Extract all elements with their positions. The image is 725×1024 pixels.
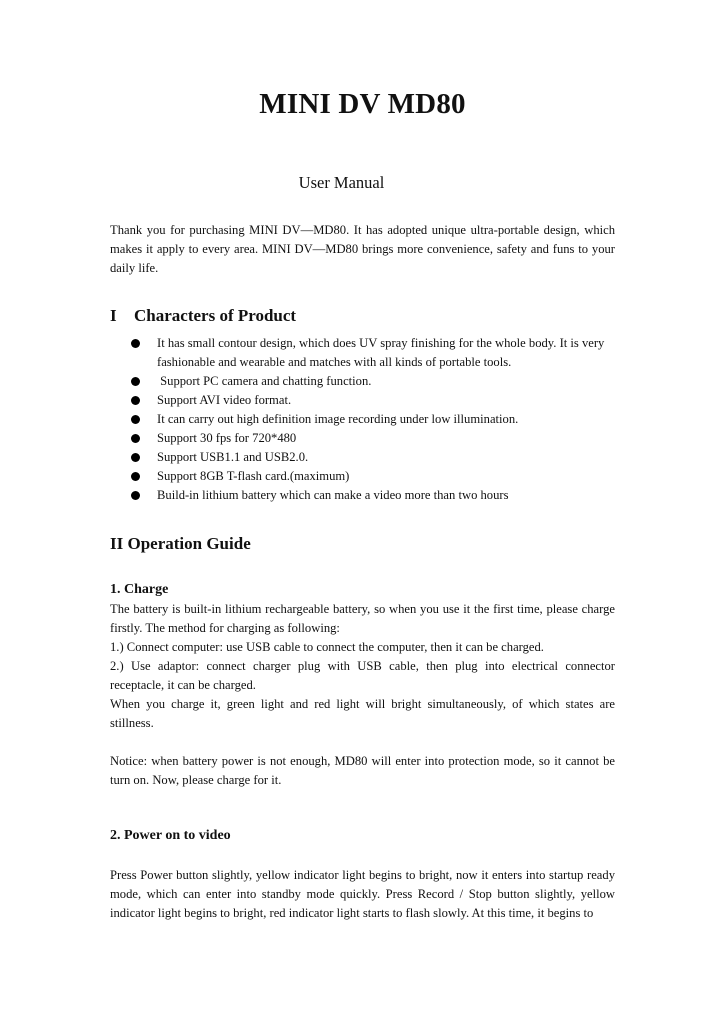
subsection-heading-power-on: 2. Power on to video <box>110 828 231 843</box>
bullet-icon <box>131 415 140 424</box>
list-item: It has small contour design, which does UV spray finishing for the whole body. It is very fashionable and wearable and matches with all kinds of portable tools. <box>131 334 615 372</box>
charge-light-paragraph: When you charge it, green light and red light will bright simultaneously, of which states are stillness. <box>110 697 615 731</box>
section-title: Characters of Product <box>134 306 297 325</box>
intro-paragraph: Thank you for purchasing MINI DV—MD80. It has adopted unique ultra-portable design, which makes it apply to every area. MINI DV—MD80 brings more convenience, safety and funs to your daily life. <box>110 223 615 276</box>
bullet-icon <box>131 472 140 481</box>
characters-list <box>131 334 615 505</box>
list-item: Support USB1.1 and USB2.0. <box>131 448 615 467</box>
list-item: It can carry out high definition image recording under low illumination. <box>131 410 615 429</box>
document-subtitle: User Manual <box>298 173 385 192</box>
bullet-icon <box>131 453 140 462</box>
charge-step-1: 1.) Connect computer: use USB cable to connect the computer, then it can be charged. <box>110 640 544 654</box>
list-item: Support PC camera and chatting function. <box>131 372 615 391</box>
charge-intro-paragraph: The battery is built-in lithium rechargeable battery, so when you use it the first time, please charge firstly. The method for charging as following: <box>110 602 615 636</box>
list-item: Support 30 fps for 720*480 <box>131 429 615 448</box>
section-heading-characters <box>110 306 296 326</box>
bullet-icon <box>131 377 140 386</box>
charge-notice-paragraph: Notice: when battery power is not enough, MD80 will enter into protection mode, so it cannot be turn on. Now, please charge for it. <box>110 754 615 788</box>
section-heading-operation-guide: II Operation Guide <box>110 534 251 553</box>
section-number: I <box>110 306 117 325</box>
bullet-icon <box>131 339 140 348</box>
power-on-paragraph: Press Power button slightly, yellow indicator light begins to bright, now it enters into startup ready mode, which can enter into standby mode quickly. Press Record / Stop button slightly, yellow indicator light begins to bright, red indicator light starts to flash slowly. At this time, it begins to <box>110 868 615 921</box>
bullet-icon <box>131 491 140 500</box>
list-item: Support AVI video format. <box>131 391 615 410</box>
subsection-heading-charge: 1. Charge <box>110 582 169 597</box>
document-title: MINI DV MD80 <box>259 88 466 120</box>
list-item: Support 8GB T-flash card.(maximum) <box>131 467 615 486</box>
bullet-icon <box>131 396 140 405</box>
bullet-icon <box>131 434 140 443</box>
charge-step-2: 2.) Use adaptor: connect charger plug with USB cable, then plug into electrical connector receptacle, it can be charged. <box>110 659 615 693</box>
list-item: Build-in lithium battery which can make a video more than two hours <box>131 486 615 505</box>
